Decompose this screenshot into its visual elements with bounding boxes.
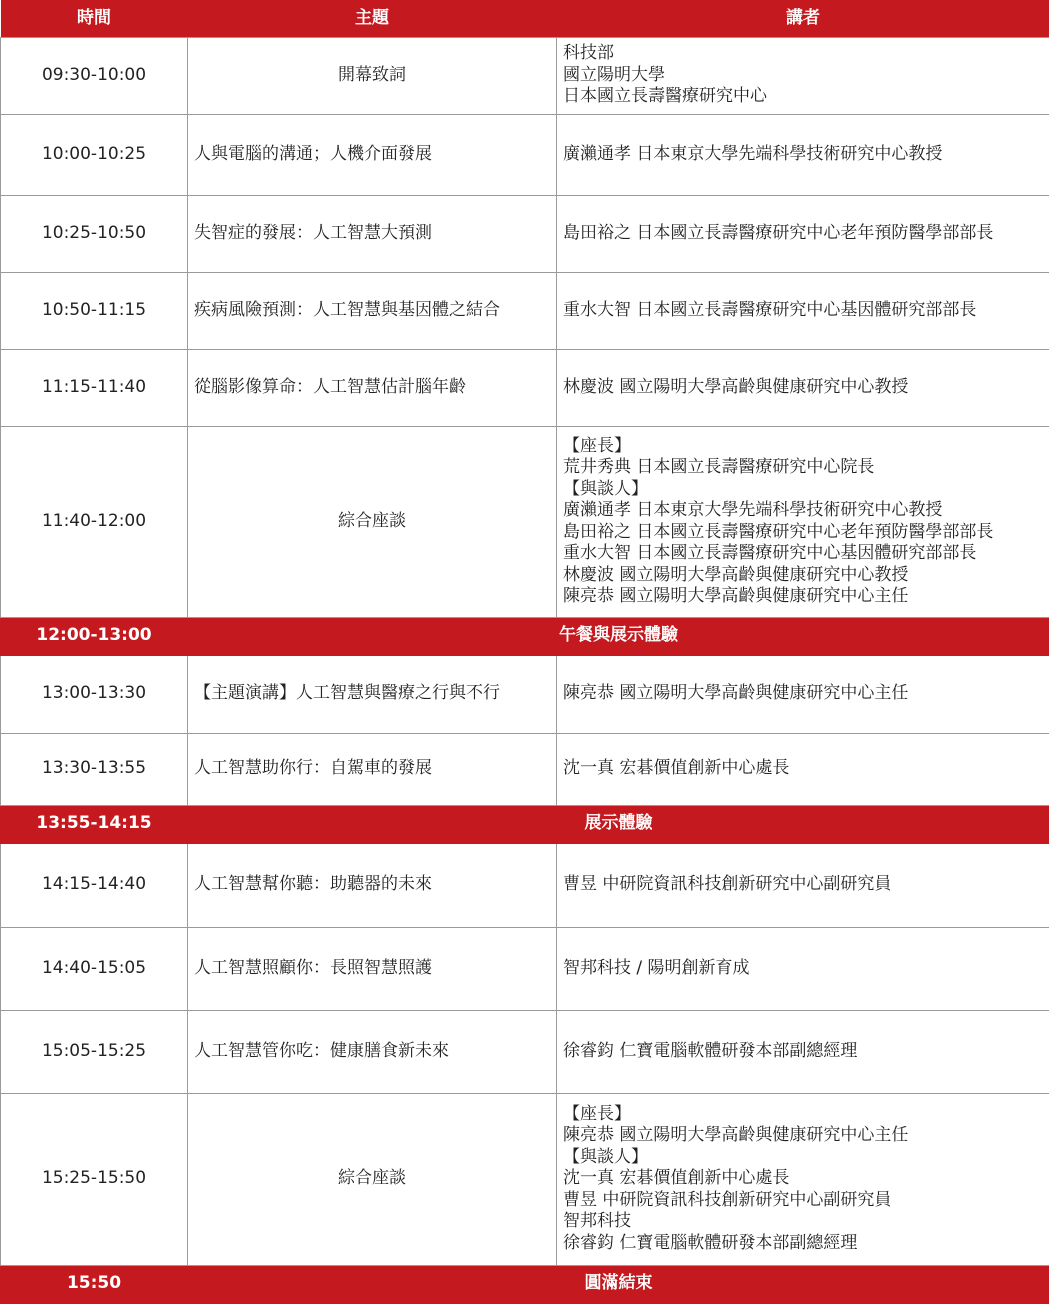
break-time: 12:00-13:00 [1,617,188,655]
speaker-line: 科技部 [563,43,1049,65]
speaker-line: 廣瀨通孝 日本東京大學先端科學技術研究中心教授 [563,500,1049,522]
speaker-line: 曹昱 中研院資訊科技創新研究中心副研究員 [563,874,1049,896]
session-time: 14:15-14:40 [1,843,188,927]
session-row [1,272,1049,349]
speaker-line: 林慶波 國立陽明大學高齡與健康研究中心教授 [563,377,1049,399]
session-time: 10:50-11:15 [1,272,188,349]
speaker-line: 陳亮恭 國立陽明大學高齡與健康研究中心主任 [563,586,1049,608]
speaker-line: 徐睿鈞 仁寶電腦軟體研發本部副總經理 [563,1041,1049,1063]
session-row [1,349,1049,426]
session-row [1,843,1049,927]
session-time: 11:15-11:40 [1,349,188,426]
session-speakers [557,37,1049,114]
speaker-line: 林慶波 國立陽明大學高齡與健康研究中心教授 [563,565,1049,587]
session-time: 11:40-12:00 [1,426,188,617]
header-topic: 主題 [188,0,557,37]
session-topic: 疾病風險預測：人工智慧與基因體之結合 [188,272,557,349]
session-time: 10:00-10:25 [1,114,188,195]
session-time: 15:05-15:25 [1,1010,188,1093]
session-topic: 綜合座談 [188,426,557,617]
session-time: 09:30-10:00 [1,37,188,114]
session-speakers [557,1010,1049,1093]
break-row [1,805,1049,843]
speaker-line: 廣瀨通孝 日本東京大學先端科學技術研究中心教授 [563,144,1049,166]
session-speakers [557,195,1049,272]
session-topic: 失智症的發展：人工智慧大預測 [188,195,557,272]
speaker-line: 國立陽明大學 [563,65,1049,87]
speaker-line: 徐睿鈞 仁寶電腦軟體研發本部副總經理 [563,1233,1049,1255]
break-label: 午餐與展示體驗 [188,617,1049,655]
break-label: 展示體驗 [188,805,1049,843]
session-row [1,655,1049,733]
speaker-line: 陳亮恭 國立陽明大學高齡與健康研究中心主任 [563,1125,1049,1147]
session-time: 15:25-15:50 [1,1093,188,1265]
session-topic: 【主題演講】人工智慧與醫療之行與不行 [188,655,557,733]
session-speakers [557,655,1049,733]
speaker-line: 曹昱 中研院資訊科技創新研究中心副研究員 [563,1190,1049,1212]
speaker-line: 【座長】 [563,1104,1049,1126]
session-time: 13:00-13:30 [1,655,188,733]
speaker-line: 智邦科技 [563,1211,1049,1233]
session-speakers [557,927,1049,1010]
speaker-line: 島田裕之 日本國立長壽醫療研究中心老年預防醫學部部長 [563,223,1049,245]
speaker-line: 【與談人】 [563,1147,1049,1169]
speaker-line: 沈一真 宏碁價值創新中心處長 [563,1168,1049,1190]
session-speakers [557,114,1049,195]
speaker-line: 島田裕之 日本國立長壽醫療研究中心老年預防醫學部部長 [563,522,1049,544]
header-time: 時間 [1,0,188,37]
session-row [1,195,1049,272]
session-row [1,37,1049,114]
session-time: 10:25-10:50 [1,195,188,272]
header-row [1,0,1049,37]
break-time: 15:50 [1,1265,188,1303]
session-row [1,733,1049,805]
speaker-line: 沈一真 宏碁價值創新中心處長 [563,758,1049,780]
break-row [1,1265,1049,1303]
session-speakers [557,733,1049,805]
session-topic: 人工智慧幫你聽：助聽器的未來 [188,843,557,927]
break-label: 圓滿結束 [188,1265,1049,1303]
session-time: 14:40-15:05 [1,927,188,1010]
session-row [1,927,1049,1010]
session-row [1,426,1049,617]
header-speaker: 講者 [557,0,1049,37]
speaker-line: 日本國立長壽醫療研究中心 [563,86,1049,108]
session-topic: 人與電腦的溝通；人機介面發展 [188,114,557,195]
session-speakers [557,426,1049,617]
speaker-line: 【座長】 [563,436,1049,458]
session-speakers [557,349,1049,426]
session-topic: 從腦影像算命：人工智慧估計腦年齡 [188,349,557,426]
session-row [1,114,1049,195]
session-row [1,1010,1049,1093]
speaker-line: 陳亮恭 國立陽明大學高齡與健康研究中心主任 [563,683,1049,705]
session-time: 13:30-13:55 [1,733,188,805]
speaker-line: 重水大智 日本國立長壽醫療研究中心基因體研究部部長 [563,300,1049,322]
speaker-line: 【與談人】 [563,479,1049,501]
break-time: 13:55-14:15 [1,805,188,843]
session-row [1,1093,1049,1265]
session-topic: 開幕致詞 [188,37,557,114]
session-topic: 人工智慧管你吃：健康膳食新未來 [188,1010,557,1093]
speaker-line: 重水大智 日本國立長壽醫療研究中心基因體研究部部長 [563,543,1049,565]
speaker-line: 智邦科技 / 陽明創新育成 [563,958,1049,980]
speaker-line: 荒井秀典 日本國立長壽醫療研究中心院長 [563,457,1049,479]
session-speakers [557,272,1049,349]
session-speakers [557,843,1049,927]
session-topic: 綜合座談 [188,1093,557,1265]
session-speakers [557,1093,1049,1265]
break-row [1,617,1049,655]
session-topic: 人工智慧照顧你：長照智慧照護 [188,927,557,1010]
session-topic: 人工智慧助你行：自駕車的發展 [188,733,557,805]
